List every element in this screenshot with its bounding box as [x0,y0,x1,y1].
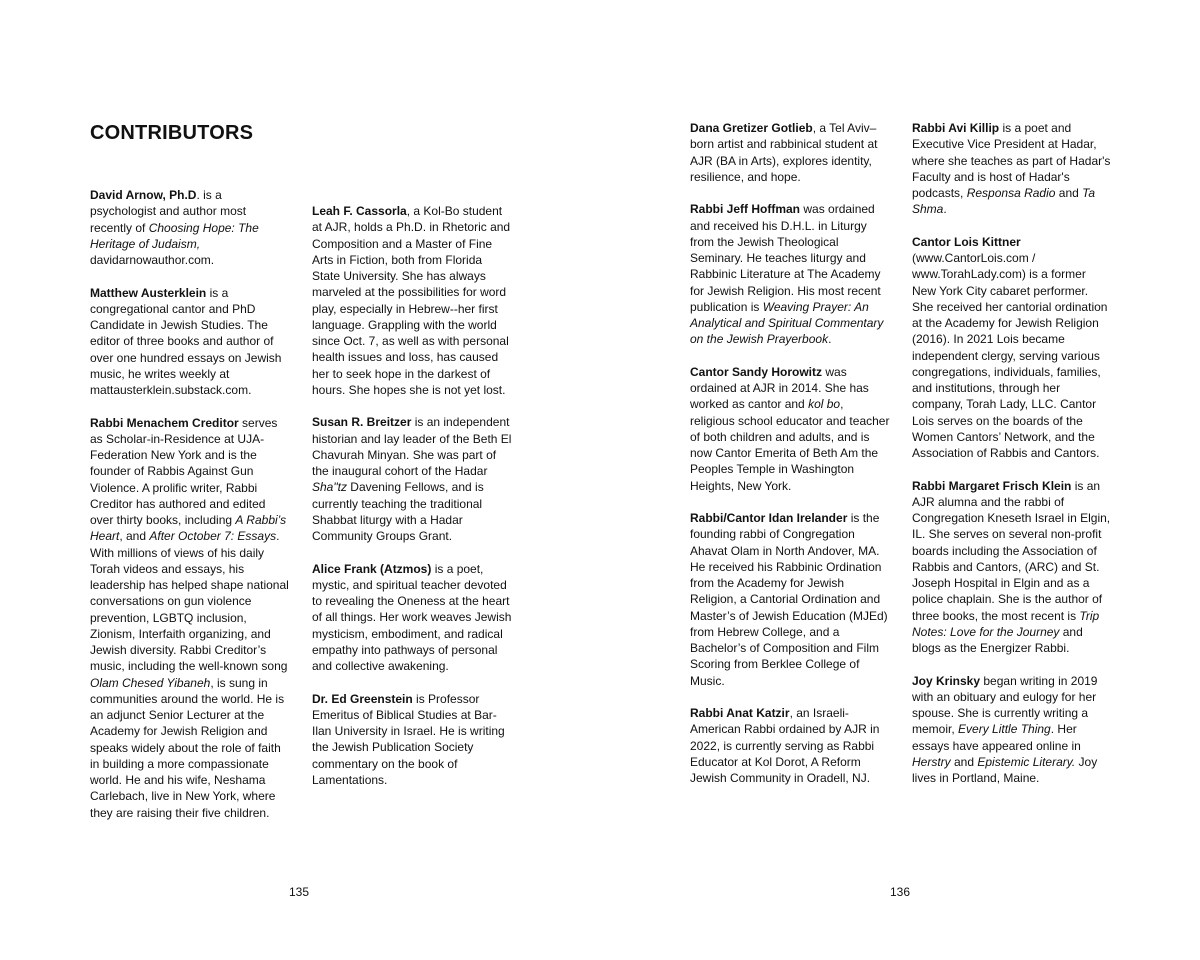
contributor-name: Matthew Austerklein [90,285,207,300]
bio-text: Davening Fellows, and is currently teaching the traditional Shabbat liturgy with a Hadar Community Groups Grant. [312,480,484,543]
work-title: Responsa Radio [966,186,1056,200]
contributor-name: Susan R. Breitzer [312,415,412,430]
contributor-bio [312,203,512,398]
bio-text: is an independent historian and lay leader of the Beth El Chavurah Minyan. She was part of the inaugural cohort of the Hadar [312,415,512,478]
contributor-bio [912,673,1112,787]
contributor-name: Leah F. Cassorla [312,204,407,218]
page-number-right: 136 [889,885,911,899]
contributor-bio [912,478,1112,657]
bio-text: . [828,332,832,347]
contributor-bio [690,705,890,786]
bio-text: (www.CantorLois.com / www.TorahLady.com) is a former New York City cabaret performer. She received her cantorial ordination at the Academy for Jewish Religion (2016). In 2021 Lois became independent clergy, serving various congregations, individuals, families, and institutions, through her company, Torah Lady, LLC. Cantor Lois serves on the boards of the Women Cantors’ Network, and the Association of Rabbis and Cantors. [912,251,1108,460]
work-title: After October 7: Essays [149,529,277,544]
contributor-bio [312,691,512,789]
bio-text: serves as Scholar-in-Residence at UJA-Federation New York and is the founder of Rabbis Against Gun Violence. A prolific writer, Rabbi Creditor has authored and edited over thirty books, including [90,415,278,527]
contributor-name: Alice Frank (Atzmos) [312,561,432,576]
bio-text: is a congregational cantor and PhD Candidate in Jewish Studies. The editor of three books and author of over one hundred essays on Jewish music, he writes weekly at mattausterklein.substack.com. [90,285,282,397]
contributor-bio [690,120,890,185]
contributor-name: Cantor Sandy Horowitz [690,364,823,379]
work-title: kol bo [808,397,841,412]
contributor-name: David Arnow, Ph.D [90,188,197,202]
work-title: Ta Shma [912,186,1096,217]
bio-text: is the founding rabbi of Congregation Ahavat Olam in North Andover, MA. He received his Rabbinic Ordination from the Academy for Jewish Religion, a Cantorial Ordination and Master’s of Jewish Education (MJEd) from Hebrew College, and a Bachelor’s of Composition and Film Scoring from Berklee College of Music. [690,511,888,688]
bio-text: is an AJR alumna and the rabbi of Congregation Kneseth Israel in Elgin, IL. She serves on several non-profit boards including the Association of Rabbis and Cantors, (ARC) and St. Joseph Hospital in Elgin and as a police chaplain. She is the author of three books, the most recent is [912,478,1111,623]
work-title: Epistemic Literary. [977,754,1076,769]
page-title: CONTRIBUTORS [90,122,254,144]
left-page-column-2 [312,203,512,804]
bio-text: . [943,202,947,217]
work-title: Herstry [912,754,951,769]
contributor-name: Rabbi Jeff Hoffman [690,202,801,217]
contributor-bio [690,201,890,347]
work-title: Choosing Hope: The Heritage of Judaism, [90,220,259,251]
bio-text: davidarnowauthor.com. [90,253,215,267]
work-title: Trip Notes: Love for the Journey [912,608,1100,639]
contributor-bio [90,187,290,268]
contributor-name: Joy Krinsky [912,673,981,688]
bio-text: is a poet and Executive Vice President at Hadar, where she teaches as part of Hadar's Faculty and is host of Hadar's podcasts, [912,121,1111,200]
contributor-name: Rabbi Margaret Frisch Klein [912,478,1072,493]
bio-text: , a Kol-Bo student at AJR, holds a Ph.D. in Rhetoric and Composition and a Master of Fine Arts in Fiction, both from Florida State University. She has always marveled at the possibilities for word play, especially in Hebrew--her first language. Grappling with the world since Oct. 7, as well as with personal health issues and loss, has caused her to seek hope in the darkest of hours. She hopes she is not yet lost. [312,204,511,397]
work-title: A Rabbi’s Heart [90,513,287,544]
contributor-name: Rabbi/Cantor Idan Irelander [690,511,848,525]
bio-text: , is sung in communities around the world. He is an adjunct Senior Lecturer at the Academy for Jewish Religion and speaks widely about the role of faith in building a more compassionate world. He and his wife, Neshama Carlebach, live in New York, where they are raising their five children. [90,675,285,820]
contributor-name: Rabbi Menachem Creditor [90,415,239,430]
work-title: Weaving Prayer: An Analytical and Spiritual Commentary on the Jewish Prayerbook [690,299,884,347]
contributor-bio [912,234,1112,462]
contributor-name: Dr. Ed Greenstein [312,691,413,706]
bio-text: , religious school educator and teacher of both children and adults, and is now Cantor Emerita of Beth Am the Peoples Temple in Washington Heights, New York. [690,397,890,493]
contributor-name: Cantor Lois Kittner [912,234,1021,249]
bio-text: Joy lives in Portland, Maine. [912,754,1098,785]
contributor-bio [90,285,290,399]
contributor-bio [912,120,1112,218]
contributor-bio [312,561,512,675]
bio-text: and [1055,186,1083,200]
contributor-bio [690,364,890,494]
page-number-left: 135 [288,885,310,899]
contributor-name: Rabbi Avi Killip [912,121,1000,135]
bio-text: began writing in 2019 with an obituary and eulogy for her spouse. She is currently writing a memoir, [912,673,1098,737]
bio-text: . With millions of views of his daily Torah videos and essays, his leadership has helped shape national conversations on gun violence prevention, LGBTQ inclusion, Zionism, Interfaith organizing, and Jewish diversity. Rabbi Creditor’s music, including the well-known song [90,529,289,674]
right-page-column-2 [912,120,1112,803]
bio-text: and blogs as the Energizer Rabbi. [912,624,1083,655]
work-title: Olam Chesed Yibaneh [90,675,211,690]
work-title: Sha"tz [312,480,347,495]
bio-text: is Professor Emeritus of Biblical Studies at Bar-Ilan University in Israel. He is writing the Jewish Publication Society commentary on the book of Lamentations. [312,691,505,787]
work-title: Every Little Thing [958,722,1051,737]
contributor-bio [690,510,890,689]
contributor-name: Dana Gretizer Gotlieb [690,121,813,135]
bio-text: was ordained and received his D.H.L. in Liturgy from the Jewish Theological Seminary. He teaches liturgy and Rabbinic Literature at The Academy for Jewish Religion. His most recent publication is [690,202,881,314]
bio-text: , an Israeli-American Rabbi ordained by AJR in 2022, is currently serving as Rabbi Educator at Kol Dorot, A Reform Jewish Community in Oradell, NJ. [690,706,880,785]
left-page-column-1 [90,187,290,837]
contributor-name: Rabbi Anat Katzir [690,706,790,720]
bio-text: is a poet, mystic, and spiritual teacher devoted to revealing the Oneness at the heart of all things. Her work weaves Jewish mysticism, embodiment, and radical empathy into pathways of personal and collective awakening. [312,561,512,673]
bio-text: was ordained at AJR in 2014. She has worked as cantor and [690,364,869,412]
bio-text: . Her essays have appeared online in [912,722,1081,753]
contributor-bio [312,414,512,544]
bio-text: , and [119,529,150,544]
bio-text: , a Tel Aviv–born artist and rabbinical student at AJR (BA in Arts), explores identity, resilience, and hope. [690,121,878,184]
right-page-column-1 [690,120,890,803]
bio-text: . is a psychologist and author most recently of [90,188,247,235]
contributor-bio [90,415,290,821]
bio-text: and [950,754,978,769]
